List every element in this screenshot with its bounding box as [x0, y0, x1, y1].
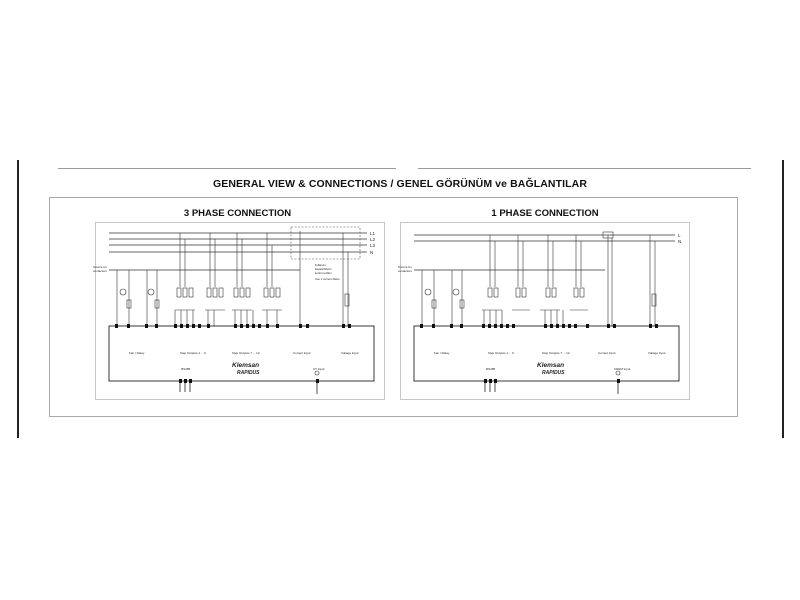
rs485-label: RS485 — [486, 367, 496, 371]
note-line-3: kontrol edilen — [315, 271, 332, 275]
phase-label-l3: L3 — [370, 243, 376, 248]
group-label-step-b: Step Outputs 7 ... 12 — [232, 351, 260, 355]
group-label-step-b: Step Outputs 7 ... 12 — [542, 351, 570, 355]
three-phase-diagram — [95, 222, 385, 400]
one-phase-diagram — [400, 222, 690, 400]
note-line-1: Kullanım — [315, 263, 326, 267]
group-label-current: Current Input — [293, 351, 311, 355]
source-label-line-2: contactors — [93, 269, 107, 273]
phase-label-l2: L2 — [370, 237, 376, 242]
note-line-4: Use 1 current Meter — [315, 277, 340, 281]
ct-input-label: CT Input — [313, 367, 325, 371]
group-label-step-a: Step Outputs 1 ... 6 — [180, 351, 206, 355]
panel-title-3-phase: 3 PHASE CONNECTION — [183, 208, 292, 219]
group-label-step-a: Step Outputs 1 ... 6 — [488, 351, 514, 355]
group-label-fan-relay: Fan / Relay — [434, 351, 450, 355]
source-label-line-1: Source for — [398, 265, 412, 269]
brand-logo: Klemsan — [232, 362, 260, 369]
group-label-fan-relay: Fan / Relay — [129, 351, 145, 355]
right-edge-bar — [782, 160, 784, 438]
panel-title-1-phase: 1 PHASE CONNECTION — [491, 208, 599, 219]
note-line-2: kapasitörlerin — [315, 267, 332, 271]
top-rule-right — [418, 168, 751, 169]
source-label-line-1: Source for — [93, 265, 107, 269]
left-edge-bar — [17, 160, 19, 438]
brand-logo: Klemsan — [537, 362, 565, 369]
rs485-label: RS485 — [181, 367, 191, 371]
phase-label-l1: L1 — [370, 231, 376, 236]
phase-label-l: L — [678, 233, 681, 238]
group-label-voltage: Voltage Input — [341, 351, 359, 355]
phase-label-n: N — [370, 250, 374, 255]
group-label-current: Current Input — [598, 351, 616, 355]
group-label-voltage: Voltage Input — [648, 351, 666, 355]
phase-label-n: N — [678, 239, 682, 244]
ct-input-label: CDEM Input — [614, 367, 631, 371]
source-label-line-2: contactors — [398, 269, 412, 273]
top-rule-left — [58, 168, 396, 169]
page-title: GENERAL VIEW & CONNECTIONS / GENEL GÖRÜNÜM ve BAĞLANTILAR — [213, 178, 587, 190]
product-logo: RAPIDUS — [542, 370, 565, 376]
product-logo: RAPIDUS — [237, 370, 260, 376]
